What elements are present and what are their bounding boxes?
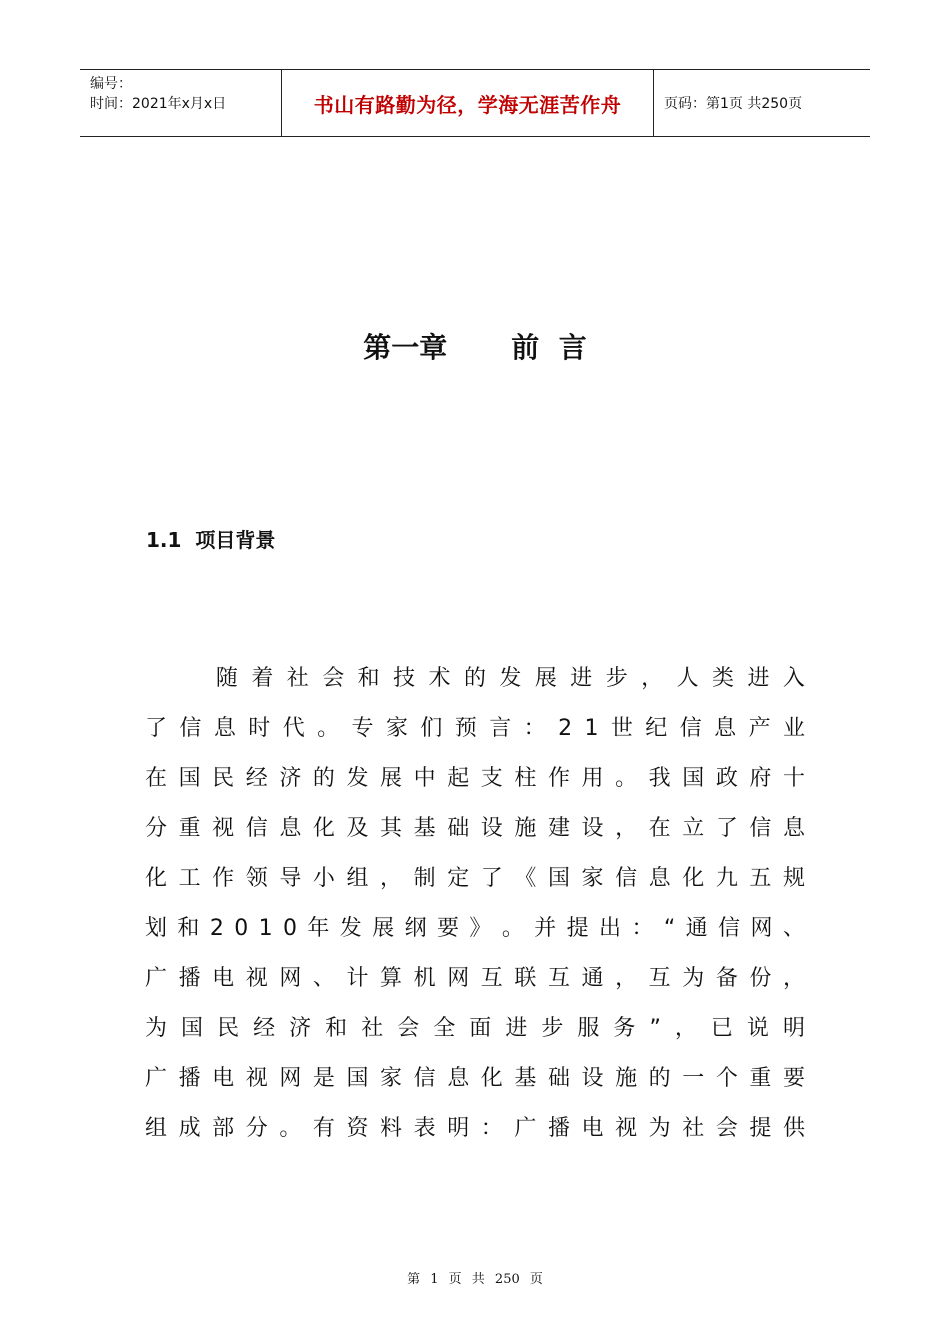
body-line: 随 着 社 会 和 技 术 的 发 展 进 步 ， 人 类 进 入 bbox=[215, 666, 805, 691]
header-meta bbox=[80, 70, 282, 136]
time-label: 时间：2021年x月x日 bbox=[90, 96, 227, 112]
chapter-label: 第一章 bbox=[363, 331, 448, 364]
body-line: 广 播 电 视 网 是 国 家 信 息 化 基 础 设 施 的 一 个 重 要 bbox=[145, 1066, 805, 1091]
header-motto-cell bbox=[282, 70, 654, 136]
page-info: 页码：第1页 共250页 bbox=[664, 96, 803, 112]
body-line: 划 和 2 0 1 0 年 发 展 纲 要 》 。 并 提 出 ： “ 通 信 网 、 bbox=[145, 916, 805, 941]
chapter-title bbox=[0, 326, 950, 366]
page-header bbox=[80, 69, 870, 137]
body-line: 广 播 电 视 网 、 计 算 机 网 互 联 互 通 ， 互 为 备 份 ， bbox=[145, 966, 805, 991]
body-line: 分 重 视 信 息 化 及 其 基 础 设 施 建 设 ， 在 立 了 信 息 bbox=[145, 816, 805, 841]
body-line: 在 国 民 经 济 的 发 展 中 起 支 柱 作 用 。 我 国 政 府 十 bbox=[145, 766, 805, 791]
body-line: 为 国 民 经 济 和 社 会 全 面 进 步 服 务 ” ， 已 说 明 bbox=[145, 1016, 805, 1041]
body-line: 了 信 息 时 代 。 专 家 们 预 言 ： 2 1 世 纪 信 息 产 业 bbox=[145, 716, 805, 741]
body-line: 化 工 作 领 导 小 组 ， 制 定 了 《 国 家 信 息 化 九 五 规 bbox=[145, 866, 805, 891]
chapter-name: 前 言 bbox=[511, 331, 587, 364]
number-label: 编号： bbox=[90, 76, 132, 92]
body-line: 组 成 部 分 。 有 资 料 表 明 ： 广 播 电 视 为 社 会 提 供 bbox=[145, 1116, 805, 1141]
motto: 书山有路勤为径，学海无涯苦作舟 bbox=[313, 92, 622, 117]
page-footer: 第 1 页 共 250 页 bbox=[407, 1272, 543, 1287]
header-page-info-cell bbox=[654, 70, 870, 136]
section-heading: 1.1 项目背景 bbox=[146, 528, 276, 552]
